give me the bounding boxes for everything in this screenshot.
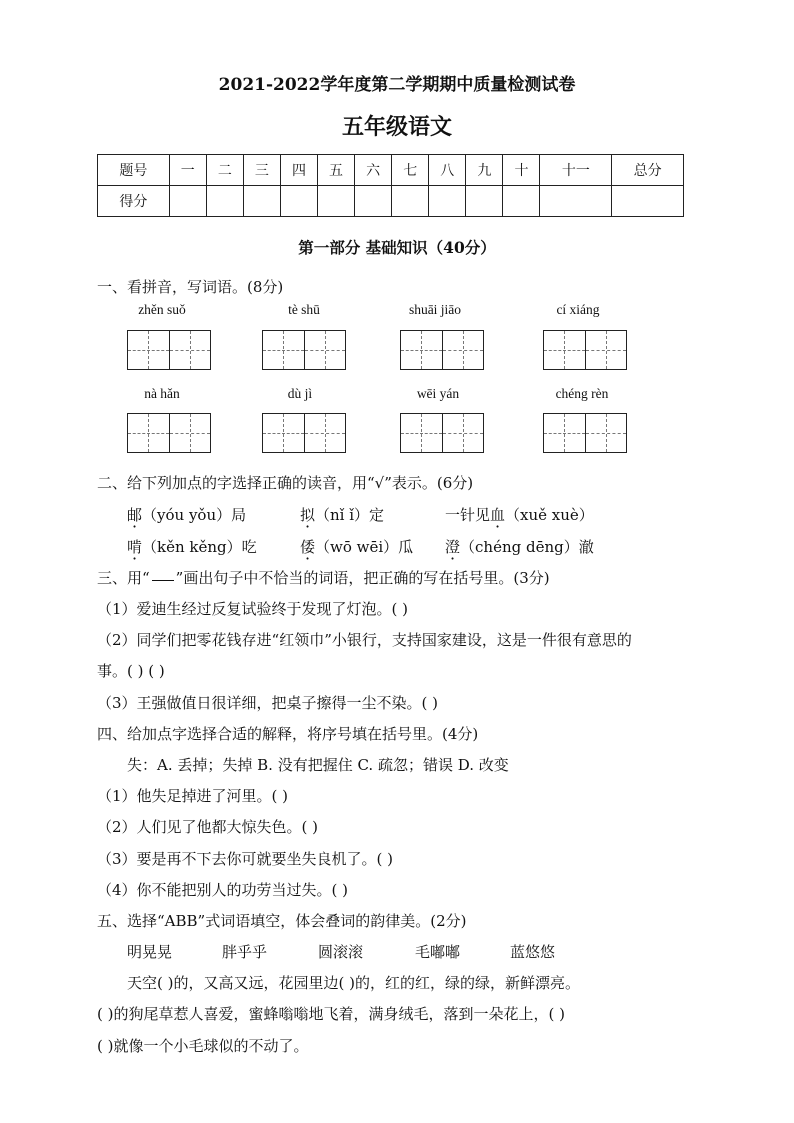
score-blank[interactable]: [503, 186, 540, 217]
pinyin: wēi yán: [416, 386, 460, 401]
q2-item-post: 瓜: [398, 538, 414, 556]
q3-prompt: [97, 567, 550, 588]
score-blank[interactable]: [355, 186, 392, 217]
score-blank[interactable]: [280, 186, 317, 217]
score-cell: 二: [206, 155, 243, 186]
q5-word: 圆滚滚: [318, 943, 364, 961]
score-table-score-row: [98, 186, 684, 217]
q2-item-post: 局: [231, 506, 247, 524]
score-table: [97, 154, 684, 217]
q2-options[interactable]: （nǐ ǐ）: [315, 506, 370, 524]
q1-prompt: 一、看拼音，写词语。(8分): [97, 278, 284, 296]
q5-word: 蓝悠悠: [510, 943, 556, 961]
tianzige-box[interactable]: [127, 413, 211, 453]
exam-subtitle: 五年级语文: [341, 114, 452, 140]
score-blank[interactable]: [392, 186, 429, 217]
score-cell: 七: [392, 155, 429, 186]
q2-item-pre: 一针见: [445, 506, 491, 524]
q2-options[interactable]: （chéng dēng）: [460, 538, 579, 556]
score-blank[interactable]: [540, 186, 612, 217]
tianzige-box[interactable]: [400, 330, 484, 370]
q4-prompt: 四、给加点字选择合适的解释，将序号填在括号里。(4分): [97, 725, 479, 743]
q5-prompt: 五、选择“ABB”式词语填空，体会叠词的韵律美。(2分): [97, 912, 467, 930]
score-blank[interactable]: [466, 186, 503, 217]
q3-sentence[interactable]: 事。( ) ( ): [97, 662, 165, 680]
underline-mark: [152, 570, 174, 581]
pinyin: zhěn suǒ: [138, 302, 186, 317]
score-cell: 五: [318, 155, 355, 186]
q2-prompt: 二、给下列加点的字选择正确的读音，用“√”表示。(6分): [97, 474, 474, 492]
score-cell: 一: [169, 155, 206, 186]
score-blank[interactable]: [169, 186, 206, 217]
part1-title: 第一部分 基础知识（40分）: [298, 238, 496, 257]
q2-options[interactable]: （xuě xuè）: [505, 506, 594, 524]
tianzige-box[interactable]: [127, 330, 211, 370]
score-cell: 八: [429, 155, 466, 186]
dotted-char: 啃: [127, 538, 143, 556]
pinyin: tè shū: [288, 302, 320, 317]
q2-item-post: 澈: [578, 538, 594, 556]
q2-item-post: 吃: [241, 538, 257, 556]
q2-item[interactable]: [127, 536, 257, 557]
dotted-char: 血: [490, 506, 506, 524]
score-cell: 十: [503, 155, 540, 186]
q3-sentence[interactable]: （2）同学们把零花钱存进“红领巾”小银行，支持国家建设，这是一件很有意思的: [97, 631, 632, 649]
score-blank[interactable]: [429, 186, 466, 217]
dotted-char: 拟: [300, 506, 316, 524]
score-blank[interactable]: [612, 186, 684, 217]
q4-sentence[interactable]: （3）要是再不下去你可就要坐失良机了。( ): [97, 850, 394, 868]
q5-word: 毛嘟嘟: [415, 943, 461, 961]
q2-options[interactable]: （kěn kěng）: [142, 538, 242, 556]
tianzige-box[interactable]: [262, 330, 346, 370]
q2-item[interactable]: [300, 536, 413, 557]
score-cell: 十一: [540, 155, 612, 186]
exam-title: 2021-2022学年度第二学期期中质量检测试卷: [218, 75, 576, 95]
q3-prompt-pre: 三、用“: [97, 569, 150, 587]
q2-item[interactable]: [445, 504, 594, 525]
score-blank[interactable]: [318, 186, 355, 217]
q2-item[interactable]: [300, 504, 384, 525]
pinyin: cí xiáng: [556, 302, 600, 317]
q2-item[interactable]: [127, 504, 246, 525]
score-cell: 六: [355, 155, 392, 186]
q2-options[interactable]: （wō wēi）: [315, 538, 399, 556]
score-table-header-row: [98, 155, 684, 186]
dotted-char: 邮: [127, 506, 143, 524]
pinyin: shuāi jiāo: [408, 302, 462, 317]
q3-prompt-post: ”画出句子中不恰当的词语，把正确的写在括号里。(3分): [175, 569, 550, 587]
q4-sentence[interactable]: （1）他失足掉进了河里。( ): [97, 787, 289, 805]
q2-item[interactable]: [445, 536, 594, 557]
q5-passage-line[interactable]: ( )的狗尾草惹人喜爱，蜜蜂嗡嗡地飞着，满身绒毛，落到一朵花上，( ): [97, 1005, 565, 1023]
score-cell: 总分: [612, 155, 684, 186]
pinyin: dù jì: [287, 386, 313, 401]
q3-sentence[interactable]: （1）爱迪生经过反复试验终于发现了灯泡。( ): [97, 600, 409, 618]
q5-passage-line[interactable]: ( )就像一个小毛球似的不动了。: [97, 1037, 309, 1055]
q2-options[interactable]: （yóu yǒu）: [142, 506, 232, 524]
score-cell: 四: [280, 155, 317, 186]
q4-sentence[interactable]: （4）你不能把别人的功劳当过失。( ): [97, 881, 349, 899]
tianzige-box[interactable]: [262, 413, 346, 453]
pinyin: nà hǎn: [144, 386, 180, 401]
q5-word: 胖乎乎: [222, 943, 268, 961]
q3-sentence[interactable]: （3）王强做值日很详细，把桌子擦得一尘不染。( ): [97, 694, 439, 712]
score-cell: 九: [466, 155, 503, 186]
q5-passage-line[interactable]: 天空( )的，又高又远，花园里边( )的，红的红，绿的绿，新鲜漂亮。: [127, 974, 580, 992]
score-blank[interactable]: [243, 186, 280, 217]
tianzige-box[interactable]: [543, 413, 627, 453]
score-blank[interactable]: [206, 186, 243, 217]
q5-word: 明晃晃: [127, 943, 173, 961]
pinyin: chéng rèn: [555, 386, 609, 401]
q4-options: 失：A. 丢掉；失掉 B. 没有把握住 C. 疏忽；错误 D. 改变: [127, 756, 509, 774]
tianzige-box[interactable]: [400, 413, 484, 453]
score-cell: 题号: [98, 155, 170, 186]
dotted-char: 倭: [300, 538, 316, 556]
score-cell: 三: [243, 155, 280, 186]
tianzige-box[interactable]: [543, 330, 627, 370]
score-label: 得分: [98, 186, 170, 217]
dotted-char: 澄: [445, 538, 461, 556]
q4-sentence[interactable]: （2）人们见了他都大惊失色。( ): [97, 818, 319, 836]
q2-item-post: 定: [369, 506, 385, 524]
